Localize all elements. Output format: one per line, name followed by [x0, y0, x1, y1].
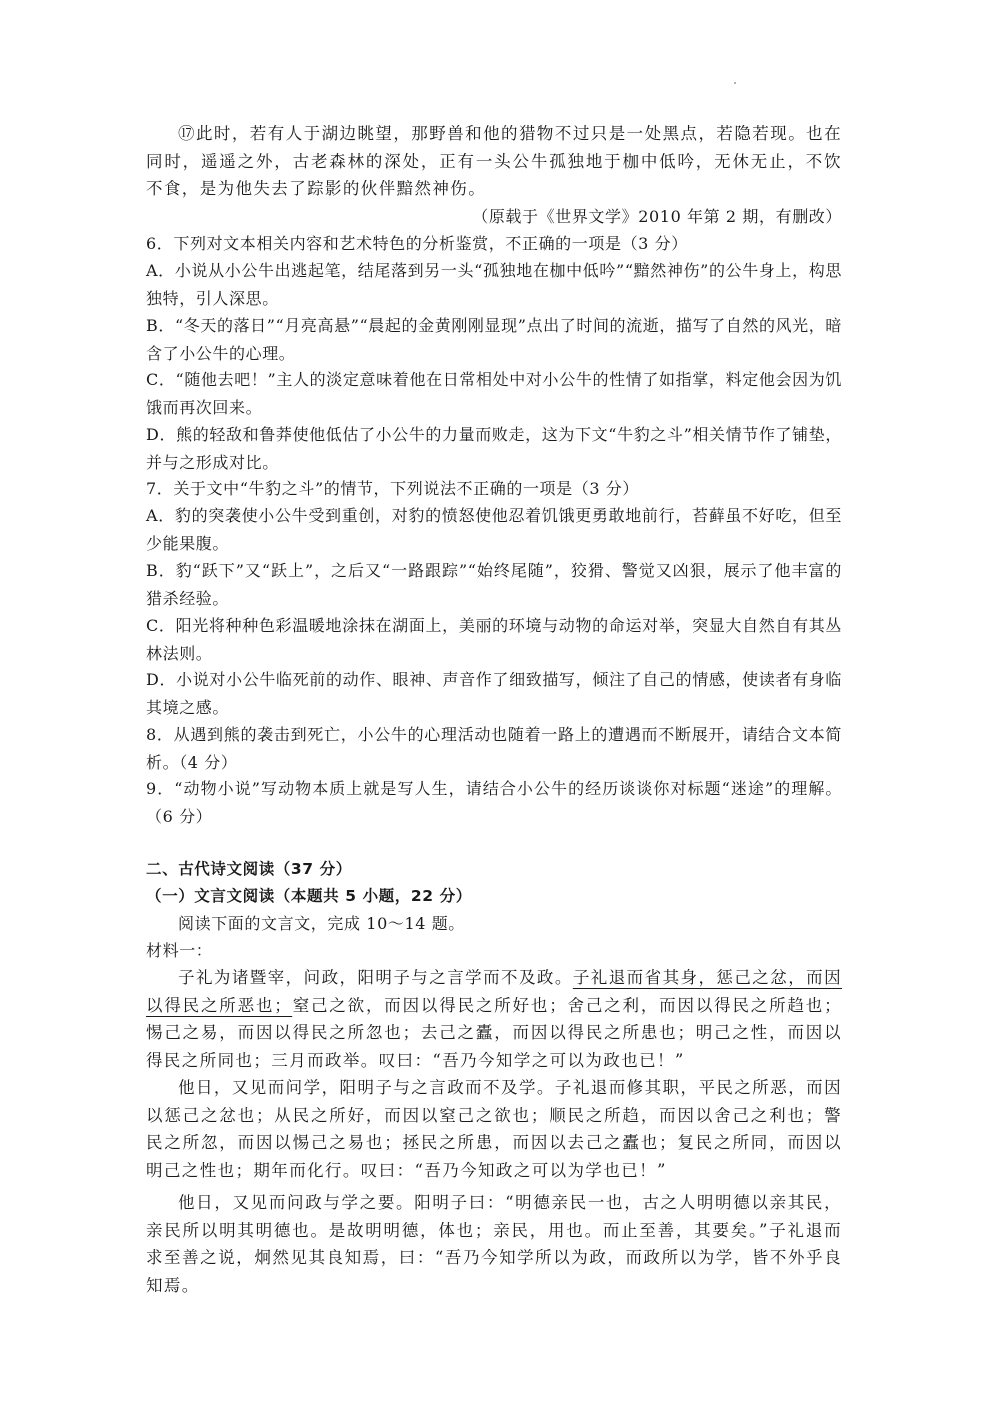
underlined-sentence: 子礼退而省其身，惩己之忿，而因以得民之所恶也；	[146, 968, 842, 1015]
paragraph-1-lead: 子礼为诸暨宰，问政，阳明子与之言学而不及政。	[178, 968, 573, 987]
question-6-stem: 6．下列对文本相关内容和艺术特色的分析鉴赏，不正确的一项是（3 分）	[146, 234, 688, 253]
scan-speck	[734, 82, 736, 84]
question-6-option-b: B．“冬天的落日”“月亮高悬”“晨起的金黄刚刚显现”点出了时间的流逝，描写了自然的风光，暗含了小公牛的心理。	[146, 316, 842, 363]
paragraph-1-rest: 窒己之欲，而因以得民之所好也；舍己之利，而因以得民之所趋也；惕己之易，而因以得民之所忽也；去己之蠹，而因以得民之所患也；明己之性，而因以得民之所同也；三月而政举。叹曰：“吾乃今知学之可以为政也已！”	[146, 995, 843, 1070]
question-7-option-a: A．豹的突袭使小公牛受到重创，对豹的愤怒使他忍着饥饿更勇敢地前行，苔藓虽不好吃，但至少能果腹。	[146, 506, 842, 553]
story-paragraph-17: ⑰此时，若有人于湖边眺望，那野兽和他的猎物不过只是一处黑点，若隐若现。也在同时，遥遥之外，古老森林的深处，正有一头公牛孤独地于枷中低吟，无休无止，不饮不食，是为他失去了踪影的伙伴黯然神伤。	[146, 124, 842, 198]
question-7-option-d: D．小说对小公牛临死前的动作、眼神、声音作了细致描写，倾注了自己的情感，使读者有身临其境之感。	[146, 670, 842, 717]
question-7-option-c: C．阳光将种种色彩温暖地涂抹在湖面上，美丽的环境与动物的命运对举，突显大自然自有其丛林法则。	[146, 616, 842, 663]
material-label: 材料一：	[146, 941, 213, 960]
section-2-title: 二、古代诗文阅读（37 分）	[146, 860, 352, 878]
question-7-stem: 7．关于文中“牛豹之斗”的情节，下列说法不正确的一项是（3 分）	[146, 479, 640, 498]
story-source: （原载于《世界文学》2010 年第 2 期，有删改）	[472, 207, 842, 226]
question-7-option-b: B．豹“跃下”又“跃上”，之后又“一路跟踪”“始终尾随”，狡猾、警觉又凶狠，展示了他丰富的猎杀经验。	[146, 561, 842, 608]
classical-paragraph-3: 他日，又见而问政与学之要。阳明子曰：“明德亲民一也，古之人明明德以亲其民，亲民所以明其明德也。是故明明德，体也；亲民，用也。而止至善，其要矣。”子礼退而求至善之说，炯然见其良知焉，曰：“吾乃今知学所以为政，而政所以为学，皆不外乎良知焉。	[146, 1193, 842, 1295]
question-6-option-d: D．熊的轻敌和鲁莽使他低估了小公牛的力量而败走，这为下文“牛豹之斗”相关情节作了铺垫，并与之形成对比。	[146, 425, 842, 472]
question-6-option-c: C．“随他去吧！”主人的淡定意味着他在日常相处中对小公牛的性情了如指掌，料定他会因为饥饿而再次回来。	[146, 370, 842, 417]
question-8: 8．从遇到熊的袭击到死亡，小公牛的心理活动也随着一路上的遭遇而不断展开，请结合文本简析。（4 分）	[146, 725, 842, 772]
question-9: 9．“动物小说”写动物本质上就是写人生，请结合小公牛的经历谈谈你对标题“迷途”的理解。（6 分）	[146, 779, 842, 826]
question-6-option-a: A．小说从小公牛出逃起笔，结尾落到另一头“孤独地在枷中低吟”“黯然神伤”的公牛身上，构思独特，引人深思。	[146, 261, 842, 308]
classical-paragraph-1	[146, 964, 842, 1074]
section-2-subtitle: （一）文言文阅读（本题共 5 小题，22 分）	[146, 887, 472, 905]
classical-paragraph-2: 他日，又见而问学，阳明子与之言政而不及学。子礼退而修其职，平民之所恶，而因以惩己之忿也；从民之所好，而因以窒己之欲也；顺民之所趋，而因以舍己之利也；警民之所忽，而因以惕己之易也；拯民之所患，而因以去己之蠹也；复民之所同，而因以明己之性也；期年而化行。叹曰：“吾乃今知政之可以为学也已！”	[146, 1078, 842, 1180]
reading-instruction: 阅读下面的文言文，完成 10～14 题。	[178, 914, 465, 933]
